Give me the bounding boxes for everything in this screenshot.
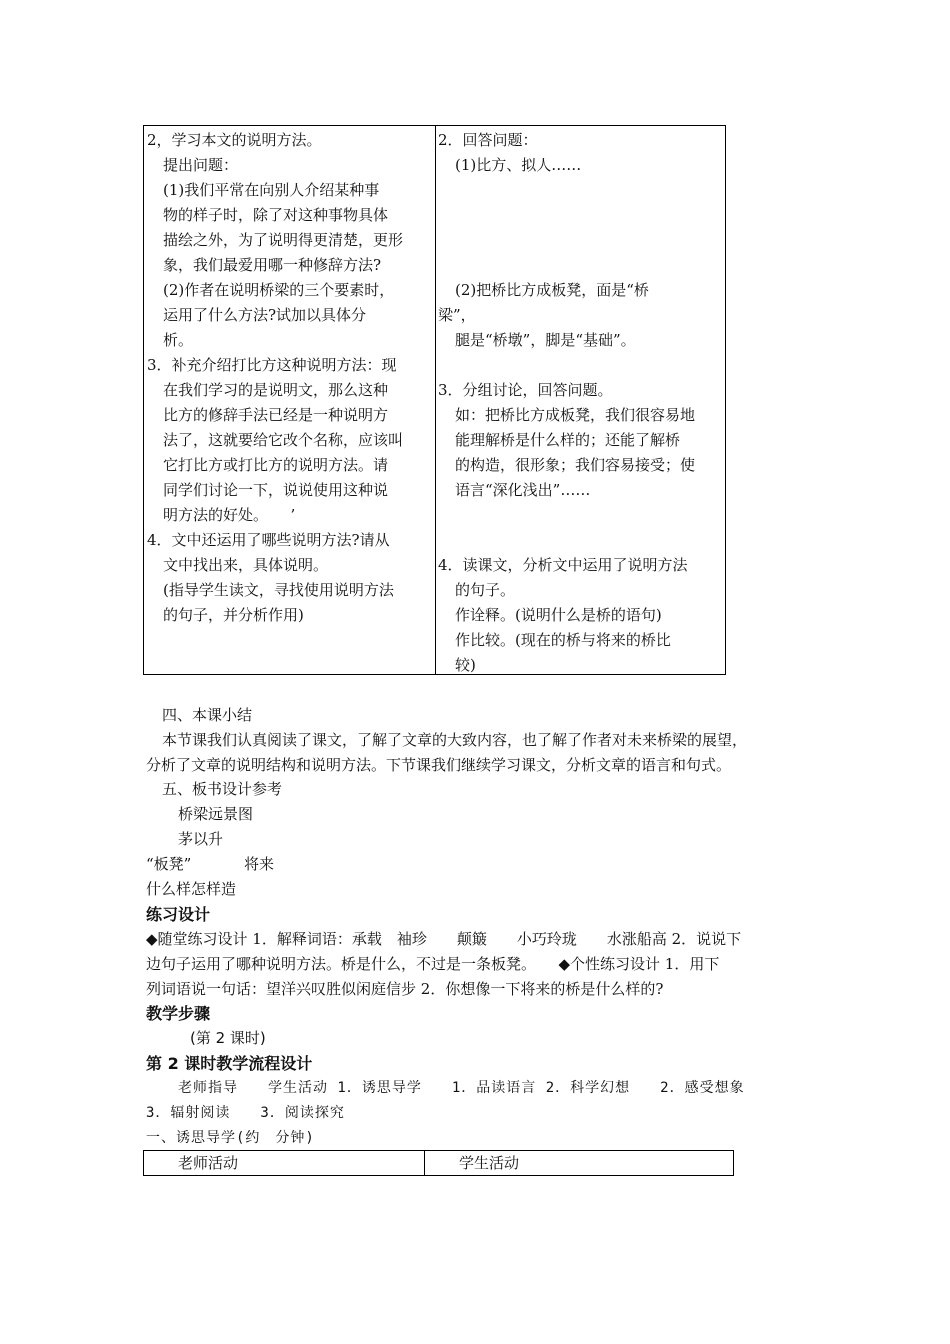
teacher-activity-header: 老师活动: [178, 1154, 239, 1172]
left-line: 3．补充介绍打比方这种说明方法：现: [147, 356, 397, 374]
steps-subtitle: (第 2 课时): [190, 1029, 266, 1047]
activity-table-divider: [424, 1150, 425, 1176]
practice-title: 练习设计: [146, 905, 211, 924]
left-line: 同学们讨论一下，说说使用这种说: [163, 481, 389, 499]
left-line: 描绘之外，为了说明得更清楚，更形: [163, 231, 404, 249]
summary-text: 分析了文章的说明结构和说明方法。下节课我们继续学习课文，分析文章的语言和句式。: [146, 756, 732, 774]
right-line: 能理解桥是什么样的；还能了解桥: [455, 431, 681, 449]
board-line: 茅以升: [178, 830, 224, 848]
board-line: 桥梁远景图: [178, 805, 254, 823]
right-line: 的构造，很形象；我们容易接受；使: [455, 456, 696, 474]
flow-text: 老师指导 学生活动 1．诱思导学 1．品读语言 2．科学幻想 2．感受想象: [178, 1080, 745, 1096]
left-line: 物的样子时，除了对这种事物具体: [163, 206, 389, 224]
left-line: 运用了什么方法?试加以具体分: [163, 306, 367, 324]
right-line: 腿是“桥墩”，脚是“基础”。: [455, 331, 636, 349]
left-line: 明方法的好处。 ’: [163, 506, 296, 524]
left-line: (1)我们平常在向别人介绍某种事: [163, 181, 380, 199]
left-line: 在我们学习的是说明文，那么这种: [163, 381, 389, 399]
left-line: 文中找出来，具体说明。: [163, 556, 329, 574]
practice-text: 边句子运用了哪种说明方法。桥是什么，不过是一条板凳。 ◆个性练习设计 1．用下: [146, 955, 720, 973]
left-line: (2)作者在说明桥梁的三个要素时，: [163, 281, 395, 299]
board-line: “板凳”: [146, 855, 192, 873]
steps-title: 教学步骤: [146, 1004, 211, 1023]
practice-text: 列词语说一句话：望洋兴叹胜似闲庭信步 2．你想像一下将来的桥是什么样的?: [146, 980, 664, 998]
right-line: 如：把桥比方成板凳，我们很容易地: [455, 406, 696, 424]
right-line: 2．回答问题：: [438, 131, 538, 149]
right-line: 的句子。: [455, 581, 516, 599]
flow-section: 一、诱思导学(约 分钟): [146, 1130, 315, 1146]
left-line: 比方的修辞手法已经是一种说明方: [163, 406, 389, 424]
practice-text: ◆随堂练习设计 1．解释词语：承载 袖珍 颠簸 小巧玲珑 水涨船高 2．说说下: [146, 930, 742, 948]
flow-text: 3．辐射阅读 3．阅读探究: [146, 1105, 345, 1121]
right-line: 语言“深化浅出”……: [455, 481, 591, 499]
left-line: 4．文中还运用了哪些说明方法?请从: [147, 531, 390, 549]
lesson-table-divider: [435, 125, 436, 675]
board-line: 什么样怎样造: [146, 880, 237, 898]
summary-title: 四、本课小结: [162, 706, 253, 724]
right-line: 梁”，: [438, 306, 476, 324]
board-title: 五、板书设计参考: [162, 780, 283, 798]
left-line: (指导学生读文，寻找使用说明方法: [163, 581, 394, 599]
right-line: 3．分组讨论，回答问题。: [438, 381, 613, 399]
left-line: 2，学习本文的说明方法。: [147, 131, 322, 149]
left-line: 它打比方或打比方的说明方法。请: [163, 456, 389, 474]
right-line: 作比较。(现在的桥与将来的桥比: [455, 631, 671, 649]
left-line: 象，我们最爱用哪一种修辞方法?: [163, 256, 382, 274]
right-line: 4．读课文，分析文中运用了说明方法: [438, 556, 688, 574]
left-line: 的句子，并分析作用): [163, 606, 304, 624]
student-activity-header: 学生活动: [459, 1154, 520, 1172]
right-line: 较): [455, 656, 476, 674]
summary-text: 本节课我们认真阅读了课文，了解了文章的大致内容，也了解了作者对未来桥梁的展望，: [162, 731, 748, 749]
flow-title: 第 2 课时教学流程设计: [146, 1054, 313, 1073]
left-line: 析。: [163, 331, 194, 349]
board-line: 将来: [244, 855, 275, 873]
right-line: (1)比方、拟人……: [455, 156, 582, 174]
right-line: (2)把桥比方成板凳，面是“桥: [455, 281, 649, 299]
left-line: 提出问题：: [163, 156, 239, 174]
right-line: 作诠释。(说明什么是桥的语句): [455, 606, 662, 624]
left-line: 法了，这就要给它改个名称，应该叫: [163, 431, 404, 449]
